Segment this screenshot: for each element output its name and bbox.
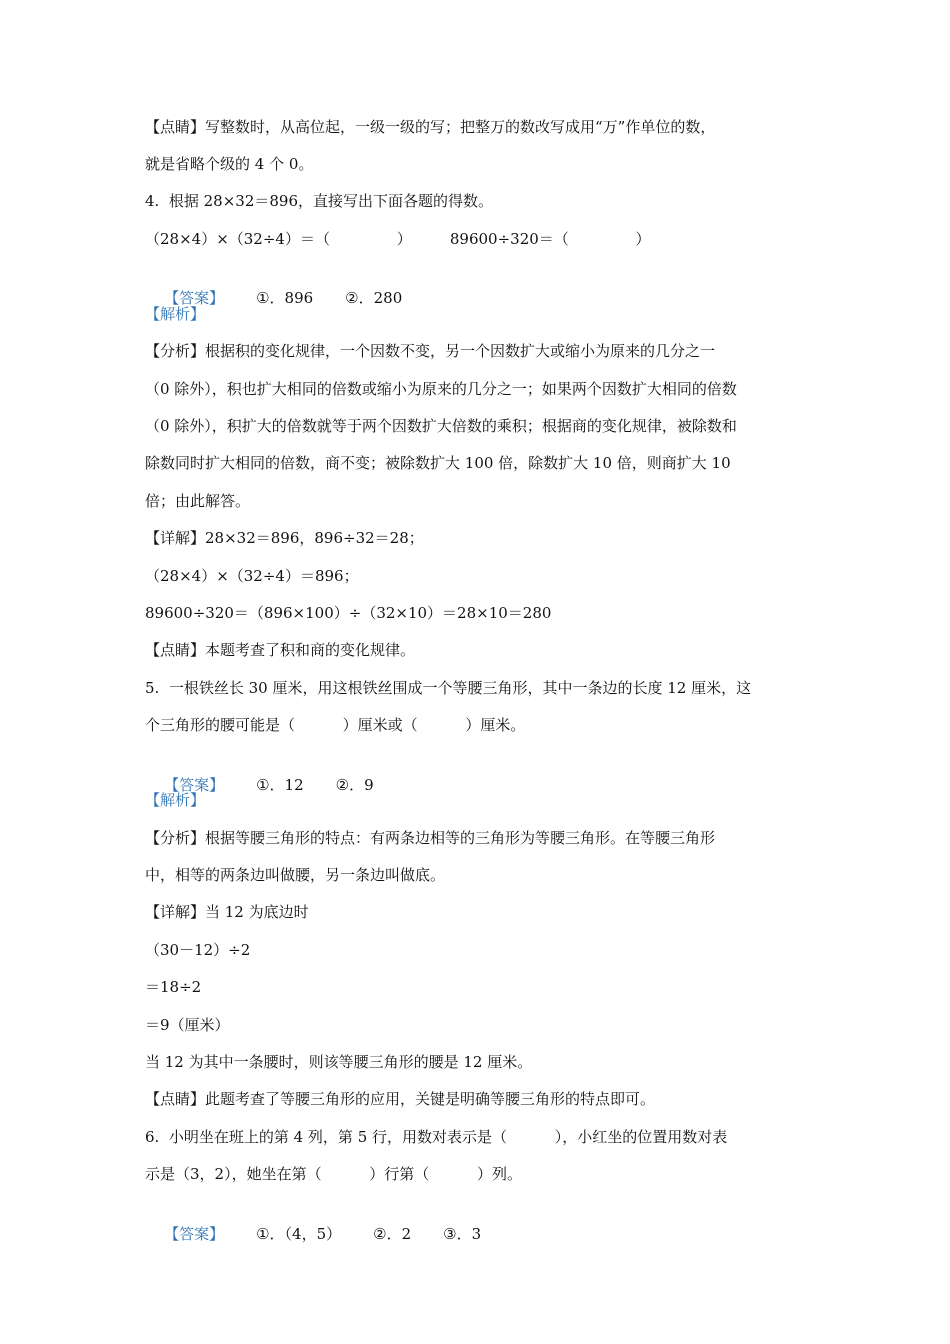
q6-question-line-2: 示是（3，2），她坐在第（ ）行第（ ）列。 [145,1165,522,1183]
q5-answer-tag: 【答案】 [164,776,225,794]
q5-analysis-line-1: 【分析】根据等腰三角形的特点：有两条边相等的三角形为等腰三角形。在等腰三角形 [145,829,716,847]
q5-detail-line-3: ＝18÷2 [145,978,202,996]
q5-question-line-2: 个三角形的腰可能是（ ）厘米或（ ）厘米。 [145,716,526,734]
q4-expressions: （28×4）×（32÷4）＝（ ） 89600÷320＝（ ） [145,230,651,248]
q5-detail-line-2: （30－12）÷2 [145,941,251,959]
q5-answer-line [145,752,374,794]
q4-answer-line [145,265,403,307]
q4-analysis-line-1: 【分析】根据积的变化规律，一个因数不变，另一个因数扩大或缩小为原来的几分之一 [145,342,716,360]
q4-analysis-line-5: 倍；由此解答。 [145,492,251,510]
q5-answer-2: ②．9 [335,776,374,794]
q4-answer-tag: 【答案】 [164,289,225,307]
q5-comment: 【点睛】此题考查了等腰三角形的应用，关键是明确等腰三角形的特点即可。 [145,1090,656,1108]
q4-detail-line-1: 【详解】28×32＝896，896÷32＝28； [145,529,424,547]
q4-answer-2: ②．280 [345,289,403,307]
q5-analysis-line-2: 中，相等的两条边叫做腰，另一条边叫做底。 [145,866,446,884]
q5-analysis-tag: 【解析】 [145,791,206,809]
q6-question-line-1: 6. 小明坐在班上的第 4 列，第 5 行，用数对表示是（ ），小红坐的位置用数对表 [145,1128,728,1146]
q6-answer-3: ③．3 [443,1225,482,1243]
q5-detail-line-4: ＝9（厘米） [145,1016,230,1034]
q4-detail-line-3: 89600÷320＝（896×100）÷（32×10）＝28×10＝280 [145,604,552,622]
q4-analysis-line-2: （0 除外），积也扩大相同的倍数或缩小为原来的几分之一；如果两个因数扩大相同的倍数 [145,380,737,398]
q5-question-line-1: 5. 一根铁丝长 30 厘米，用这根铁丝围成一个等腰三角形，其中一条边的长度 12 厘米，这 [145,679,752,697]
q5-detail-line-5: 当 12 为其中一条腰时，则该等腰三角形的腰是 12 厘米。 [145,1053,533,1071]
q5-detail-line-1: 【详解】当 12 为底边时 [145,903,309,921]
q3-comment-line-1: 【点睛】写整数时，从高位起，一级一级的写；把整万的数改写成用“万”作单位的数， [145,118,716,136]
q4-question: 4. 根据 28×32＝896，直接写出下面各题的得数。 [145,192,493,210]
q5-answer-1: ①．12 [256,776,304,794]
q4-analysis-tag: 【解析】 [145,305,206,323]
q6-answer-1: ①．（4，5） [256,1225,342,1243]
q4-answer-1: ①．896 [256,289,314,307]
q6-answer-2: ②．2 [373,1225,412,1243]
q6-answer-line [145,1201,482,1243]
q4-analysis-line-4: 除数同时扩大相同的倍数，商不变；被除数扩大 100 倍，除数扩大 10 倍，则商扩大 10 [145,454,731,472]
q4-detail-line-2: （28×4）×（32÷4）＝896； [145,567,359,585]
q3-comment-line-2: 就是省略个级的 4 个 0。 [145,155,314,173]
q6-answer-tag: 【答案】 [164,1225,225,1243]
q4-comment: 【点睛】本题考查了积和商的变化规律。 [145,641,416,659]
q4-analysis-line-3: （0 除外），积扩大的倍数就等于两个因数扩大倍数的乘积；根据商的变化规律，被除数和 [145,417,737,435]
